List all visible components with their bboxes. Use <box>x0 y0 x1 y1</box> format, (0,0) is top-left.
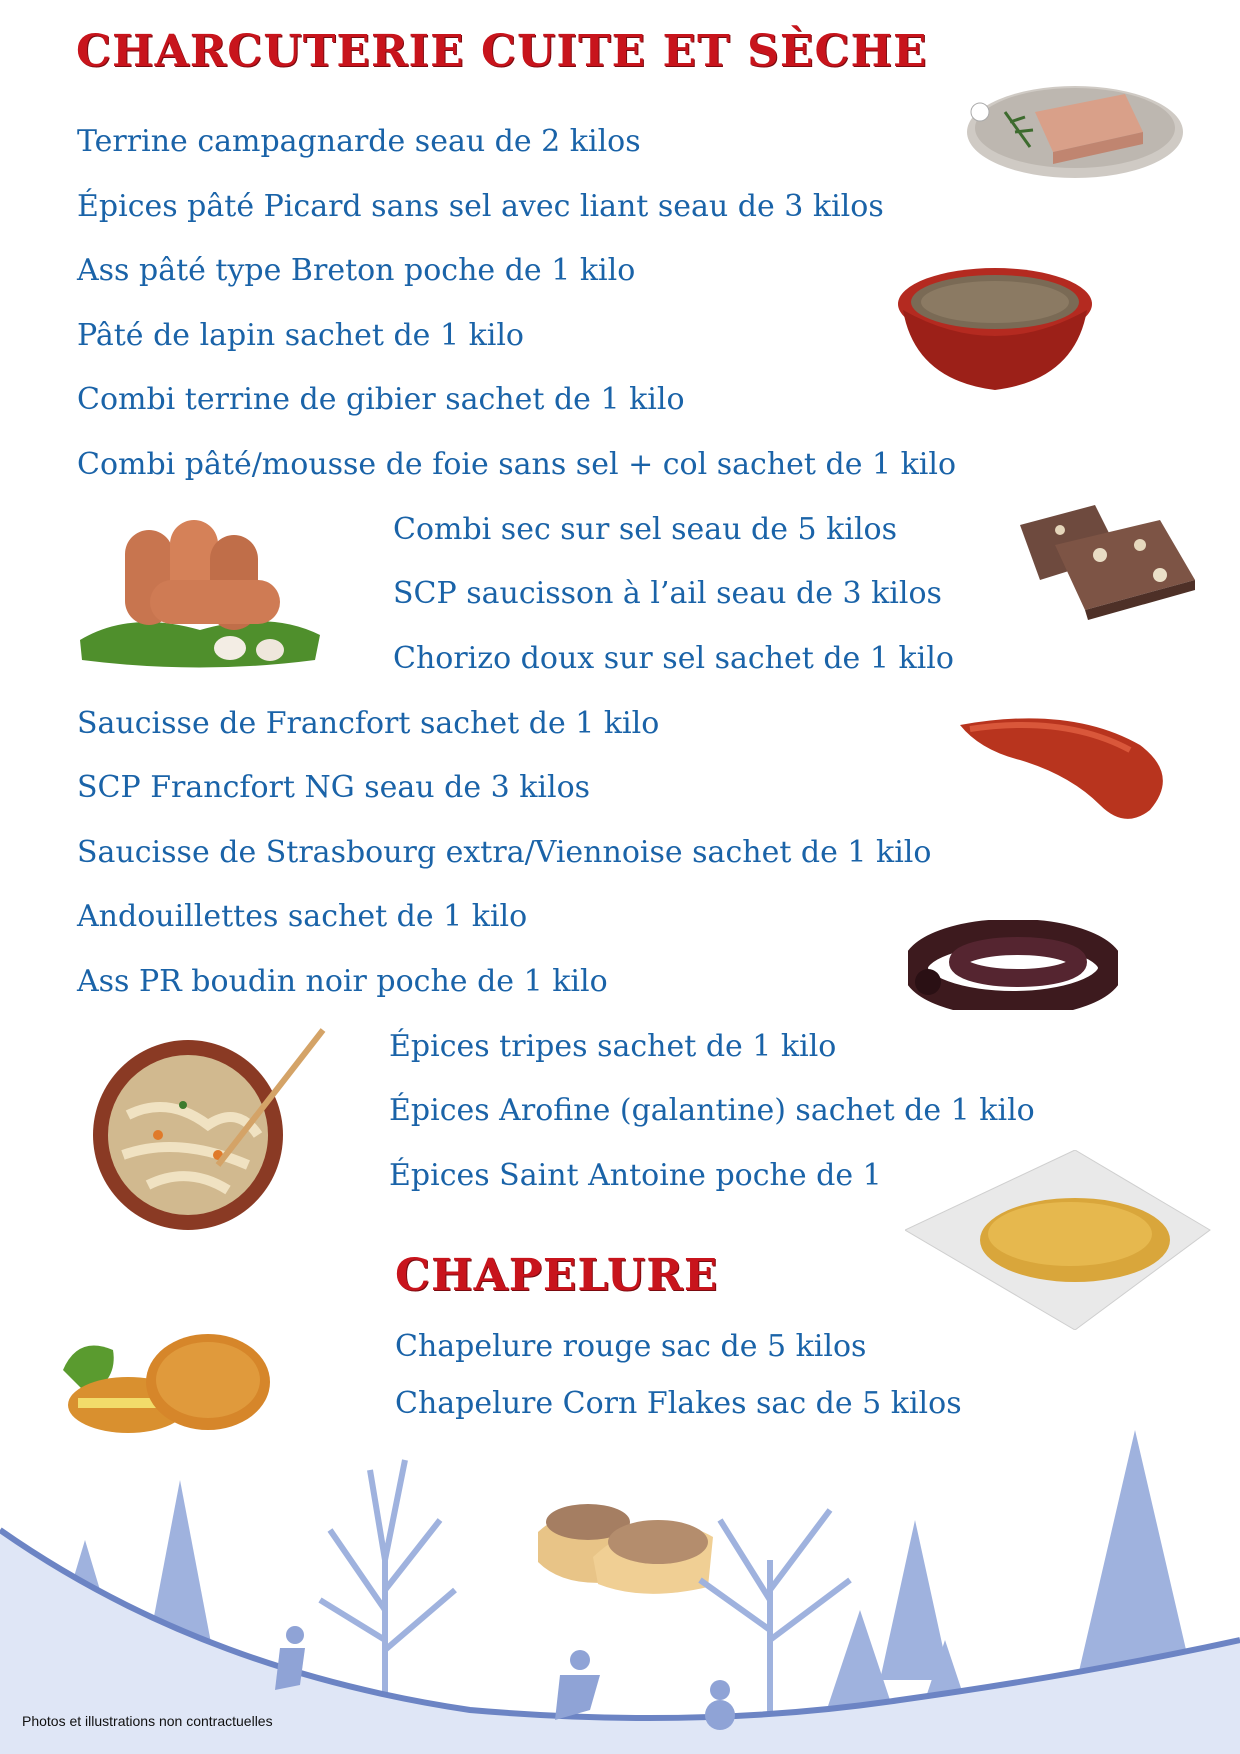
winter-landscape-illustration <box>0 1410 1240 1754</box>
list-item: Épices pâté Picard sans sel avec liant seau de 3 kilos <box>77 189 884 224</box>
list-item: Saucisse de Strasbourg extra/Viennoise sachet de 1 kilo <box>77 835 932 870</box>
list-item: Combi pâté/mousse de foie sans sel + col sachet de 1 kilo <box>77 447 957 482</box>
list-item: Épices Saint Antoine poche de 1 <box>389 1158 882 1193</box>
list-item: Chapelure Corn Flakes sac de 5 kilos <box>395 1386 962 1421</box>
chorizo-image <box>950 705 1180 830</box>
list-item: Pâté de lapin sachet de 1 kilo <box>77 318 524 353</box>
tripes-soup-image <box>88 1025 328 1235</box>
pate-slices-image <box>1000 495 1200 620</box>
list-item: Chorizo doux sur sel sachet de 1 kilo <box>393 641 954 676</box>
pate-board-image <box>955 72 1185 182</box>
section-title-charcuterie: CHARCUTERIE CUITE ET SÈCHE <box>76 26 928 77</box>
list-item: Saucisse de Francfort sachet de 1 kilo <box>77 706 660 741</box>
list-item: Chapelure rouge sac de 5 kilos <box>395 1329 867 1364</box>
list-item: Combi sec sur sel seau de 5 kilos <box>393 512 897 547</box>
section-title-chapelure: CHAPELURE <box>395 1250 719 1301</box>
list-item: Combi terrine de gibier sachet de 1 kilo <box>77 382 685 417</box>
list-item: SCP Francfort NG seau de 3 kilos <box>77 770 591 805</box>
list-item: Ass PR boudin noir poche de 1 kilo <box>77 964 608 999</box>
footer-disclaimer: Photos et illustrations non contractuelles <box>22 1713 273 1729</box>
boudin-noir-image <box>908 920 1118 1010</box>
list-item: SCP saucisson à l’ail seau de 3 kilos <box>393 576 942 611</box>
sausages-image <box>70 510 330 670</box>
list-item: Épices Arofine (galantine) sachet de 1 kilo <box>389 1093 1035 1128</box>
breaded-cutlet-plate-image <box>905 1150 1215 1330</box>
list-item: Ass pâté type Breton poche de 1 kilo <box>77 253 636 288</box>
terrine-dish-image <box>895 262 1095 397</box>
list-item: Terrine campagnarde seau de 2 kilos <box>77 124 641 159</box>
list-item: Épices tripes sachet de 1 kilo <box>389 1029 837 1064</box>
list-item: Andouillettes sachet de 1 kilo <box>77 899 528 934</box>
